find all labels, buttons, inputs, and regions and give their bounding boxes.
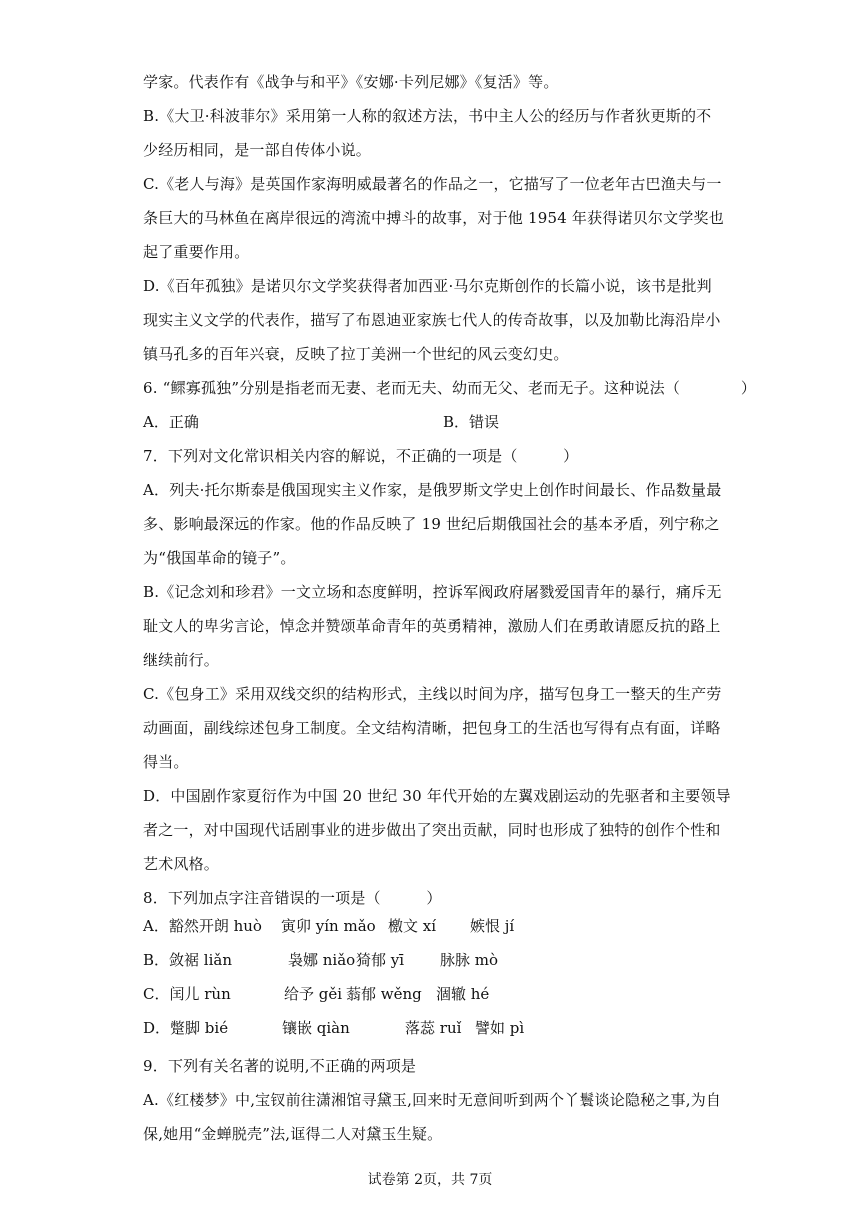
q8-item: 脉脉 mò [440, 951, 499, 969]
text-line: 艺术风格。 [143, 855, 220, 873]
q8-item: 给予 gěi [284, 985, 343, 1003]
q8-item: 檄文 xí [388, 917, 437, 935]
text-line: 动画面，副线综述包身工制度。全文结构清晰，把包身工的生活也写得有点有面，详略 [143, 719, 721, 737]
question-7: 7．下列对文化常识相关内容的解说，不正确的一项是（ ） [143, 447, 579, 465]
text-line: 起了重要作用。 [143, 243, 250, 261]
text-line: 者之一，对中国现代话剧事业的进步做出了突出贡献，同时也形成了独特的创作个性和 [143, 821, 721, 839]
text-line: 少经历相同，是一部自传体小说。 [143, 141, 372, 159]
question-9: 9．下列有关名著的说明,不正确的两项是 [143, 1057, 417, 1075]
q8-option-row [143, 1018, 723, 1038]
question-8: 8．下列加点字注音错误的一项是（ ） [143, 889, 442, 907]
q8-item: 涸辙 hé [436, 985, 490, 1003]
text-line: B.《大卫·科波菲尔》采用第一人称的叙述方法，书中主人公的经历与作者狄更斯的不 [143, 107, 712, 125]
q8-item: 袅娜 niǎo [288, 951, 356, 969]
text-line: A.《红楼梦》中,宝钗前往潇湘馆寻黛玉,回来时无意间听到两个丫鬟谈论隐秘之事,为自 [143, 1091, 722, 1109]
text-line: D．中国剧作家夏衍作为中国 20 世纪 30 年代开始的左翼戏剧运动的先驱者和主要领导 [143, 787, 731, 805]
text-line: 条巨大的马林鱼在离岸很远的湾流中搏斗的故事，对于他 1954 年获得诺贝尔文学奖也 [143, 209, 724, 227]
q8-option-row [143, 984, 723, 1004]
q8-item: 落蕊 ruǐ [405, 1019, 462, 1037]
q8-option-row [143, 916, 723, 936]
q8-item: 嫉恨 jí [470, 917, 515, 935]
q8-item: D．蹩脚 bié [143, 1019, 229, 1037]
text-line: 镇马孔多的百年兴衰，反映了拉丁美洲一个世纪的风云变幻史。 [143, 345, 569, 363]
question-6: 6. “鳏寡孤独”分别是指老而无妻、老而无夫、幼而无父、老而无子。这种说法（ ） [143, 379, 757, 397]
text-line: D.《百年孤独》是诺贝尔文学奖获得者加西亚·马尔克斯创作的长篇小说，该书是批判 [143, 277, 712, 295]
q6-options [143, 412, 723, 432]
page-footer: 试卷第 2页，共 7页 [367, 1172, 493, 1188]
text-line: 学家。代表作有《战争与和平》《安娜·卡列尼娜》《复活》等。 [143, 73, 559, 91]
q8-item: C．闰儿 rùn [143, 985, 231, 1003]
q8-item: 譬如 pì [475, 1019, 525, 1037]
q8-item: 镶嵌 qiàn [282, 1019, 350, 1037]
text-line: B.《记念刘和珍君》一文立场和态度鲜明，控诉军阀政府屠戮爱国青年的暴行，痛斥无 [143, 583, 722, 601]
q8-item: B．敛裾 liǎn [143, 951, 232, 969]
text-line: A．列夫·托尔斯泰是俄国现实主义作家，是俄罗斯文学史上创作时间最长、作品数量最 [143, 481, 722, 499]
q6-option-b: B．错误 [443, 413, 500, 431]
text-line: 为“俄国革命的镜子”。 [143, 549, 296, 567]
text-line: 得当。 [143, 753, 189, 771]
q8-option-row [143, 950, 723, 970]
q6-option-a: A．正确 [143, 413, 199, 431]
text-line: 保,她用“金蝉脱壳”法,诓得二人对黛玉生疑。 [143, 1125, 443, 1143]
text-line: C.《包身工》采用双线交织的结构形式，主线以时间为序，描写包身工一整天的生产劳 [143, 685, 722, 703]
text-line: 耻文人的卑劣言论，悼念并赞颂革命青年的英勇精神，激励人们在勇敢请愿反抗的路上 [143, 617, 721, 635]
q8-item: A．豁然开朗 huò [143, 917, 262, 935]
text-line: 多、影响最深远的作家。他的作品反映了 19 世纪后期俄国社会的基本矛盾，列宁称之 [143, 515, 720, 533]
text-line: C.《老人与海》是英国作家海明威最著名的作品之一，它描写了一位老年古巴渔夫与一 [143, 175, 722, 193]
text-line: 继续前行。 [143, 651, 220, 669]
q8-item: 猗郁 yī [356, 951, 405, 969]
q8-item: 蓊郁 wěng [346, 985, 422, 1003]
q8-item: 寅卯 yín mǎo [281, 917, 376, 935]
text-line: 现实主义文学的代表作，描写了布恩迪亚家族七代人的传奇故事，以及加勒比海沿岸小 [143, 311, 721, 329]
